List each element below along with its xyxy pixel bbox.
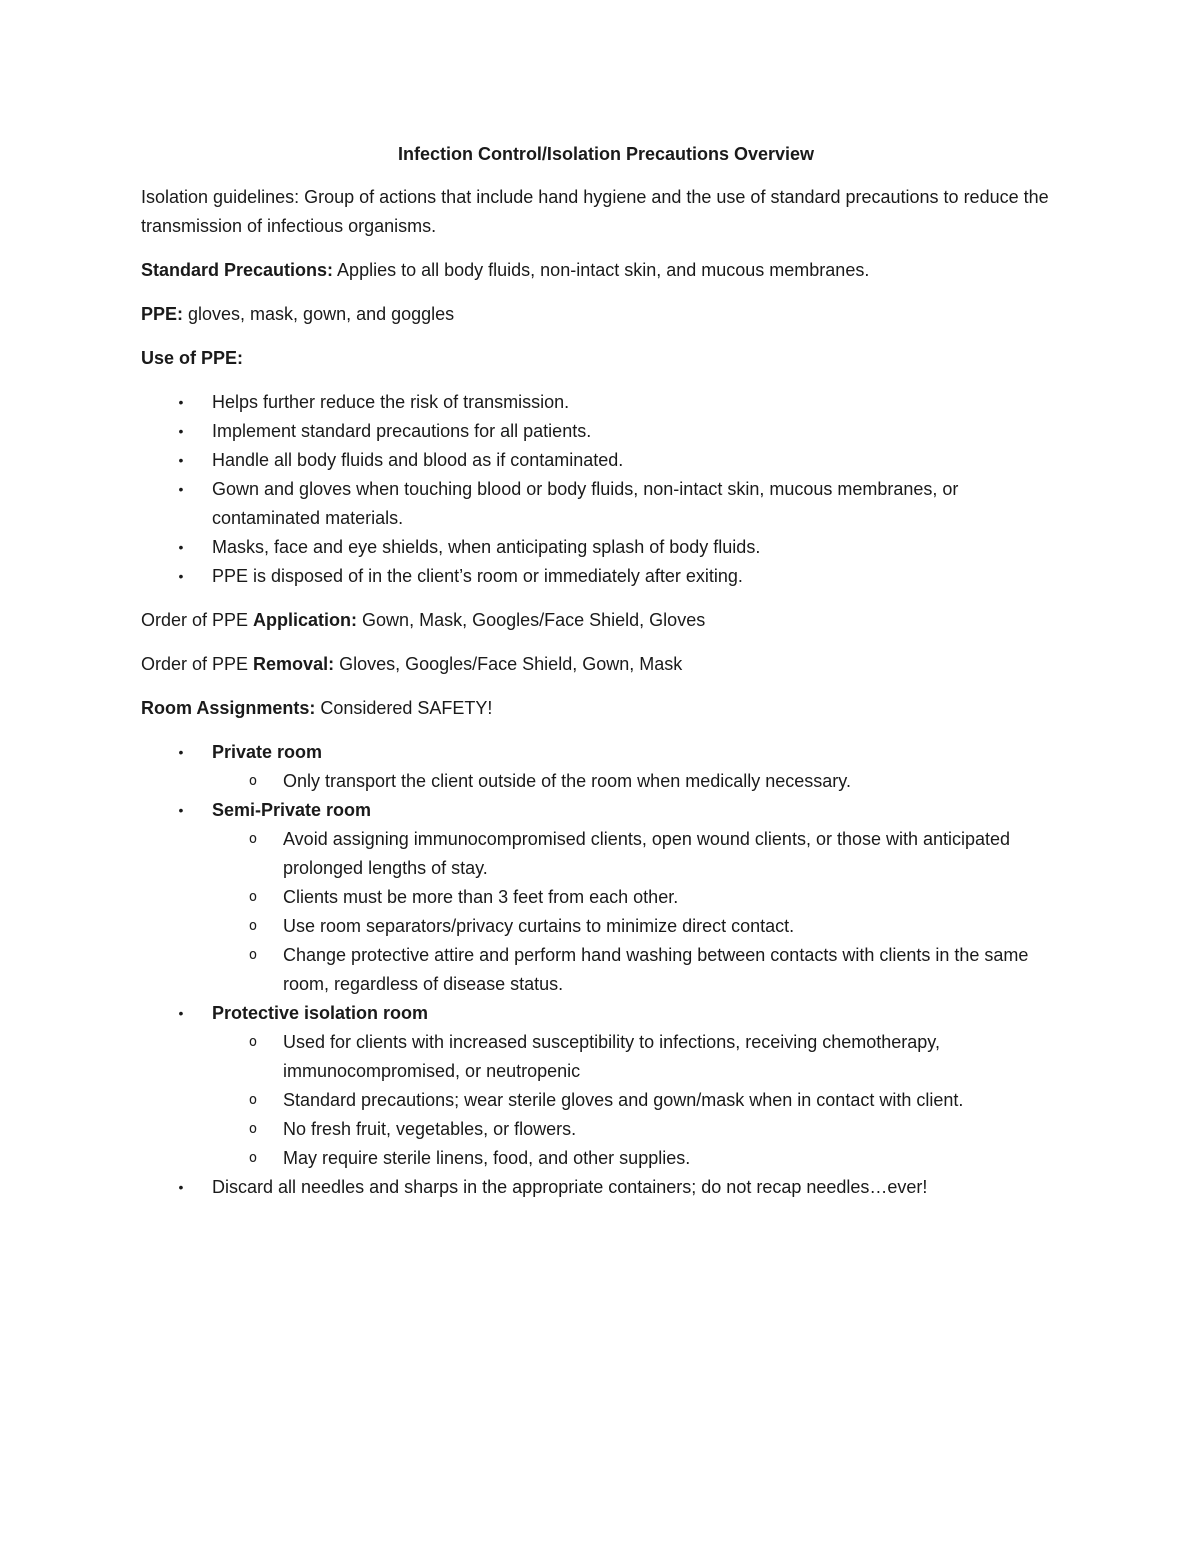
isolation-guidelines-text: Group of actions that include hand hygiene and the use of standard precautions to reduce the transmission of infectious organisms. xyxy=(141,187,1049,236)
bullet-icon: • xyxy=(178,394,184,410)
semi-private-room-sublist xyxy=(212,825,1071,999)
standard-precautions-paragraph xyxy=(141,256,1071,285)
ppe-label: PPE: xyxy=(141,304,184,324)
standard-precautions-label: Standard Precautions: xyxy=(141,260,334,280)
sub-list-item xyxy=(212,825,1071,883)
circle-bullet-icon: o xyxy=(248,918,258,934)
list-item-sharps xyxy=(141,1173,1071,1202)
room-assignments-list xyxy=(141,738,1071,1202)
use-of-ppe-list xyxy=(141,388,1071,591)
order-removal-prefix: Order of PPE xyxy=(141,654,254,674)
sub-list-item xyxy=(212,912,1071,941)
order-application-text: Gown, Mask, Googles/Face Shield, Gloves xyxy=(357,610,706,630)
sub-list-item xyxy=(212,1086,1071,1115)
list-item-protective-isolation-room xyxy=(141,999,1071,1173)
order-application-label: Application: xyxy=(253,610,358,630)
sub-list-item xyxy=(212,883,1071,912)
order-application-paragraph xyxy=(141,606,1071,635)
bullet-icon: • xyxy=(178,423,184,439)
list-item-semi-private-room xyxy=(141,796,1071,999)
list-item xyxy=(141,446,1071,475)
private-room-sublist xyxy=(212,767,1071,796)
list-item xyxy=(141,475,1071,533)
protective-isolation-room-heading: Protective isolation room xyxy=(212,1003,429,1023)
isolation-guidelines-paragraph xyxy=(141,183,1071,241)
sub-list-item xyxy=(212,941,1071,999)
list-item xyxy=(141,388,1071,417)
sub-list-item xyxy=(212,1144,1071,1173)
sub-list-item-text: Standard precautions; wear sterile gloves and gown/mask when in contact with client. xyxy=(283,1090,964,1110)
sub-list-item xyxy=(212,1028,1071,1086)
bullet-icon: • xyxy=(178,539,184,555)
list-item xyxy=(141,417,1071,446)
list-item-text: Masks, face and eye shields, when anticipating splash of body fluids. xyxy=(212,537,761,557)
private-room-heading: Private room xyxy=(212,742,323,762)
circle-bullet-icon: o xyxy=(248,1092,258,1108)
circle-bullet-icon: o xyxy=(248,1121,258,1137)
sub-list-item-text: No fresh fruit, vegetables, or flowers. xyxy=(283,1119,577,1139)
list-item-text: Discard all needles and sharps in the appropriate containers; do not recap needles…ever! xyxy=(212,1177,928,1197)
protective-isolation-room-sublist xyxy=(212,1028,1071,1173)
room-assignments-label: Room Assignments: xyxy=(141,698,316,718)
bullet-icon: • xyxy=(178,452,184,468)
circle-bullet-icon: o xyxy=(248,947,258,963)
room-assignments-text: Considered SAFETY! xyxy=(315,698,493,718)
bullet-icon: • xyxy=(178,481,184,497)
list-item xyxy=(141,533,1071,562)
circle-bullet-icon: o xyxy=(248,1150,258,1166)
order-application-prefix: Order of PPE xyxy=(141,610,254,630)
ppe-text: gloves, mask, gown, and goggles xyxy=(183,304,455,324)
isolation-guidelines-label: Isolation guidelines: xyxy=(141,187,300,207)
standard-precautions-text: Applies to all body fluids, non-intact skin, and mucous membranes. xyxy=(333,260,870,280)
room-assignments-paragraph xyxy=(141,694,1071,723)
document-body xyxy=(141,140,1071,1217)
bullet-icon: • xyxy=(178,1005,184,1021)
list-item-private-room xyxy=(141,738,1071,796)
use-of-ppe-heading: Use of PPE: xyxy=(141,348,244,368)
circle-bullet-icon: o xyxy=(248,1034,258,1050)
sub-list-item-text: Use room separators/privacy curtains to minimize direct contact. xyxy=(283,916,795,936)
list-item-text: Implement standard precautions for all patients. xyxy=(212,421,592,441)
list-item-text: Gown and gloves when touching blood or body fluids, non-intact skin, mucous membranes, or contaminated materials. xyxy=(212,479,959,528)
sub-list-item-text: May require sterile linens, food, and other supplies. xyxy=(283,1148,691,1168)
list-item xyxy=(141,562,1071,591)
bullet-icon: • xyxy=(178,568,184,584)
bullet-icon: • xyxy=(178,802,184,818)
list-item-text: Handle all body fluids and blood as if contaminated. xyxy=(212,450,624,470)
order-removal-paragraph xyxy=(141,650,1071,679)
sub-list-item-text: Used for clients with increased susceptibility to infections, receiving chemotherapy, immunocompromised, or neutropenic xyxy=(283,1032,940,1081)
sub-list-item-text: Change protective attire and perform hand washing between contacts with clients in the same room, regardless of disease status. xyxy=(283,945,1029,994)
sub-list-item-text: Clients must be more than 3 feet from each other. xyxy=(283,887,679,907)
ppe-paragraph xyxy=(141,300,1071,329)
document-title: Infection Control/Isolation Precautions Overview xyxy=(397,144,815,164)
bullet-icon: • xyxy=(178,744,184,760)
sub-list-item xyxy=(212,767,1071,796)
order-removal-text: Gloves, Googles/Face Shield, Gown, Mask xyxy=(334,654,683,674)
sub-list-item xyxy=(212,1115,1071,1144)
circle-bullet-icon: o xyxy=(248,889,258,905)
list-item-text: PPE is disposed of in the client’s room or immediately after exiting. xyxy=(212,566,743,586)
semi-private-room-heading: Semi-Private room xyxy=(212,800,372,820)
circle-bullet-icon: o xyxy=(248,773,258,789)
order-removal-label: Removal: xyxy=(253,654,335,674)
circle-bullet-icon: o xyxy=(248,831,258,847)
sub-list-item-text: Avoid assigning immunocompromised clients, open wound clients, or those with anticipated prolonged lengths of stay. xyxy=(283,829,1011,878)
bullet-icon: • xyxy=(178,1179,184,1195)
sub-list-item-text: Only transport the client outside of the room when medically necessary. xyxy=(283,771,851,791)
list-item-text: Helps further reduce the risk of transmission. xyxy=(212,392,570,412)
